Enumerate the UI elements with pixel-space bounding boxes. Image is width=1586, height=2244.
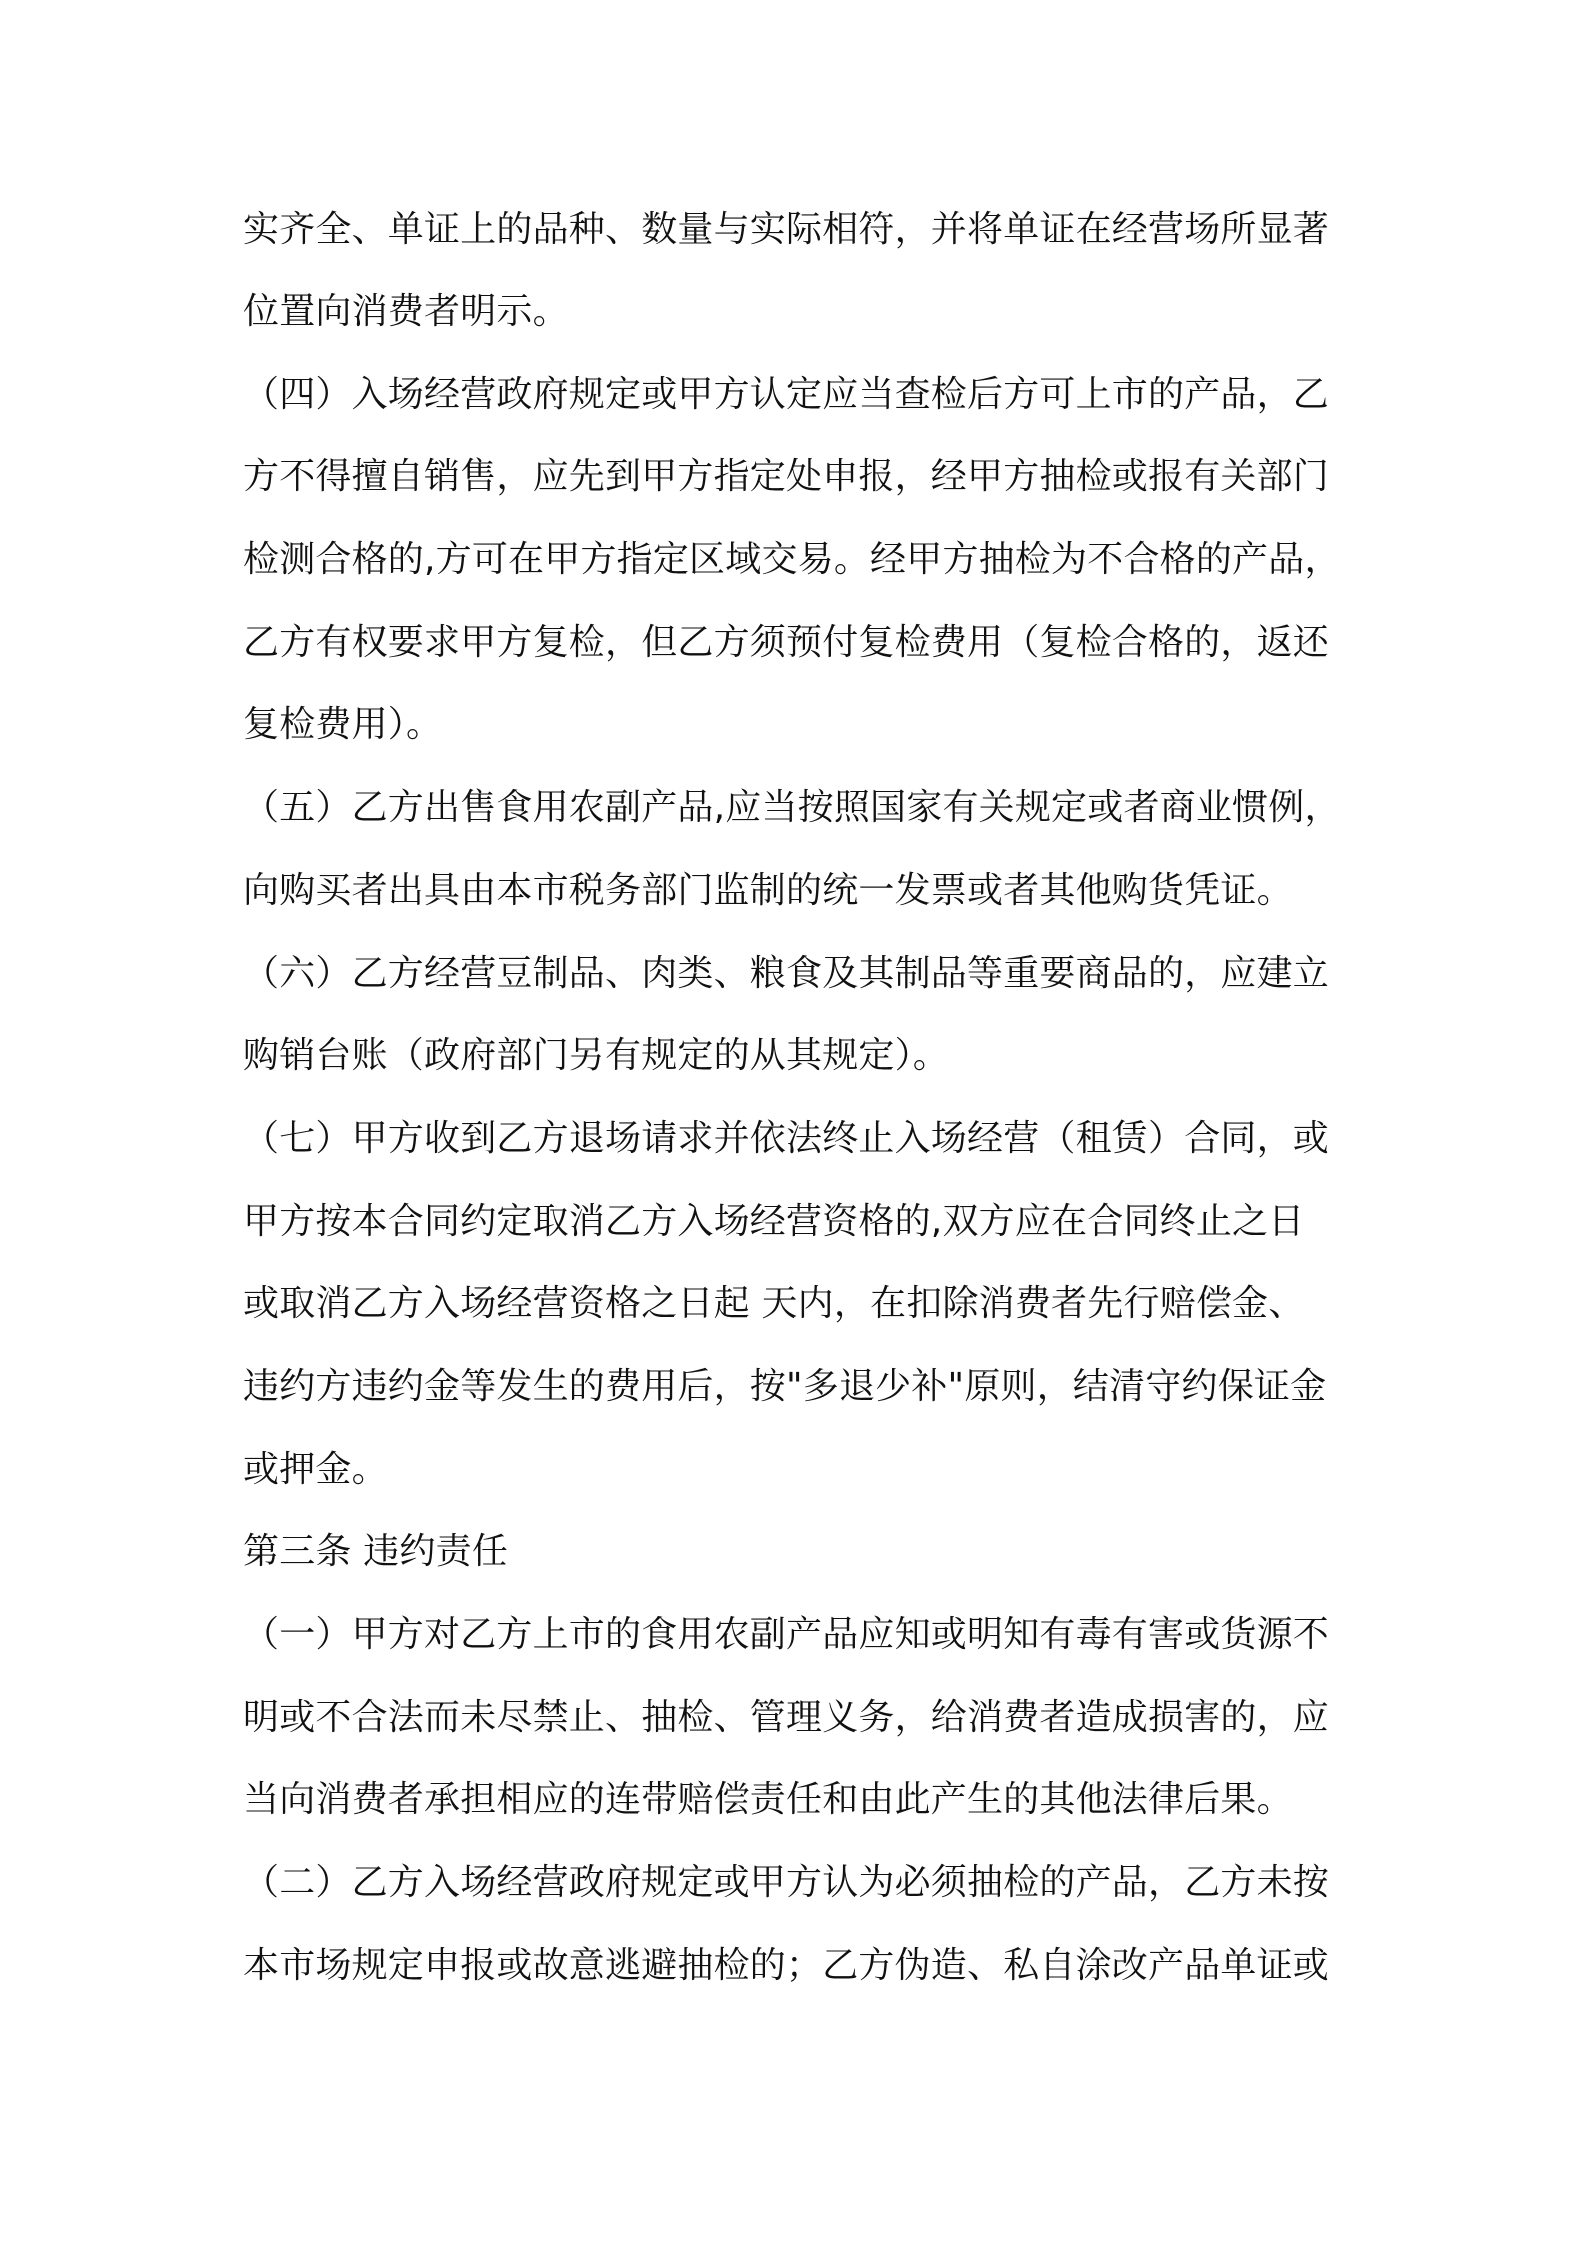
- text-line: （六）乙方经营豆制品、肉类、粮食及其制品等重要商品的，应建立: [243, 953, 1330, 994]
- text-line: 本市场规定申报或故意逃避抽检的；乙方伪造、私自涂改产品单证或: [243, 1945, 1330, 1986]
- text-line: （一）甲方对乙方上市的食用农副产品应知或明知有毒有害或货源不: [243, 1614, 1330, 1655]
- text-line: 方不得擅自销售，应先到甲方指定处申报，经甲方抽检或报有关部门: [243, 456, 1330, 497]
- text-line: 向购买者出具由本市税务部门监制的统一发票或者其他购货凭证。: [243, 870, 1293, 911]
- text-line: （五）乙方出售食用农副产品,应当按照国家有关规定或者商业惯例，: [243, 787, 1341, 828]
- text-line: （七）甲方收到乙方退场请求并依法终止入场经营（租赁）合同，或: [243, 1118, 1330, 1159]
- text-line: 购销台账（政府部门另有规定的从其规定）。: [243, 1035, 950, 1076]
- text-line: 复检费用）。: [243, 704, 443, 745]
- text-line: 实齐全、单证上的品种、数量与实际相符，并将单证在经营场所显著: [243, 209, 1330, 250]
- text-line: （二）乙方入场经营政府规定或甲方认为必须抽检的产品，乙方未按: [243, 1862, 1330, 1903]
- text-line: 检测合格的,方可在甲方指定区域交易。经甲方抽检为不合格的产品，: [243, 539, 1341, 580]
- section-heading: 第三条 违约责任: [243, 1531, 509, 1572]
- text-line: 乙方有权要求甲方复检，但乙方须预付复检费用（复检合格的，返还: [243, 622, 1330, 663]
- text-line: 位置向消费者明示。: [243, 291, 569, 332]
- text-line: 或押金。: [243, 1449, 388, 1490]
- text-line: （四）入场经营政府规定或甲方认定应当查检后方可上市的产品，乙: [243, 374, 1330, 415]
- text-line: 甲方按本合同约定取消乙方入场经营资格的,双方应在合同终止之日: [243, 1201, 1305, 1242]
- text-line: 违约方违约金等发生的费用后，按"多退少补"原则，结清守约保证金: [243, 1366, 1327, 1407]
- text-line: 或取消乙方入场经营资格之日起 天内，在扣除消费者先行赔偿金、: [243, 1283, 1305, 1324]
- text-line: 当向消费者承担相应的连带赔偿责任和由此产生的其他法律后果。: [243, 1779, 1293, 1820]
- text-line: 明或不合法而未尽禁止、抽检、管理义务，给消费者造成损害的，应: [243, 1697, 1330, 1738]
